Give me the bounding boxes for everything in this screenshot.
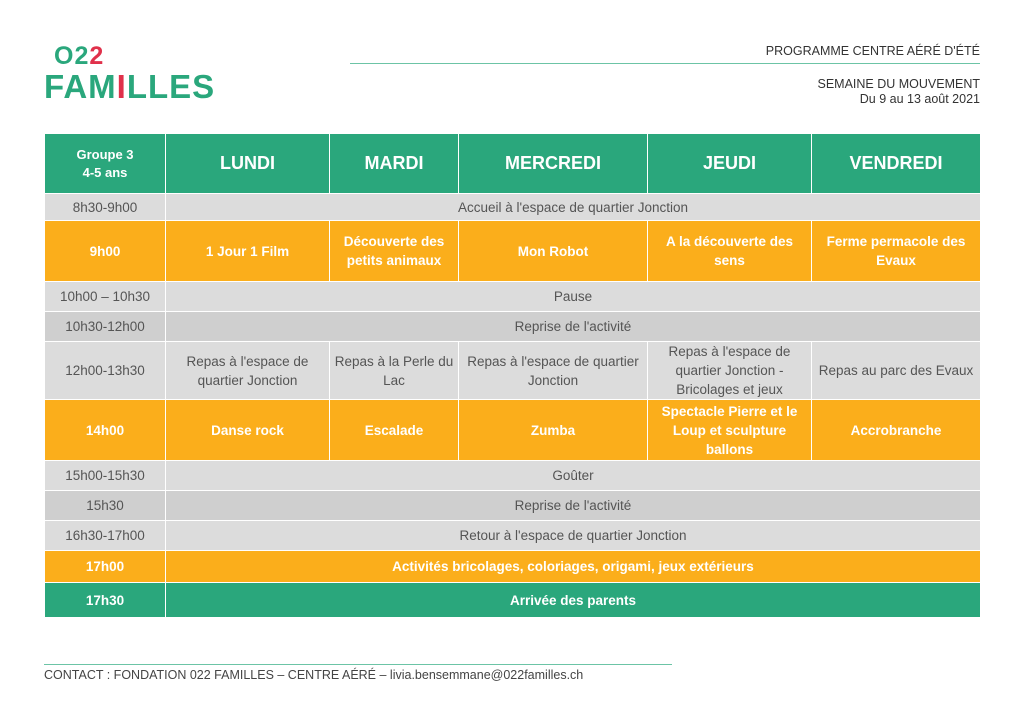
- logo-line-2: FAMILLES: [44, 68, 216, 105]
- footer-divider: [44, 664, 672, 665]
- time-cell: 17h30: [45, 583, 166, 618]
- table-row: [45, 400, 981, 461]
- table-row: [45, 521, 981, 551]
- activity-cell: Mon Robot: [459, 221, 648, 282]
- activity-span: Pause: [166, 282, 981, 312]
- header-row: [45, 134, 981, 194]
- activity-cell: A la découverte des sens: [648, 221, 812, 282]
- activity-cell: Spectacle Pierre et le Loup et sculpture ballons: [648, 400, 812, 461]
- time-cell: 15h00-15h30: [45, 461, 166, 491]
- day-tuesday: MARDI: [330, 134, 459, 194]
- activity-span: Goûter: [166, 461, 981, 491]
- time-cell: 14h00: [45, 400, 166, 461]
- schedule-table: [44, 133, 981, 618]
- activity-cell: Repas au parc des Evaux: [812, 342, 981, 400]
- table-row: [45, 461, 981, 491]
- time-cell: 8h30-9h00: [45, 194, 166, 221]
- activity-span: Activités bricolages, coloriages, origami, jeux extérieurs: [166, 551, 981, 583]
- table-row: [45, 282, 981, 312]
- activity-span: Retour à l'espace de quartier Jonction: [166, 521, 981, 551]
- day-monday: LUNDI: [166, 134, 330, 194]
- table-row: [45, 491, 981, 521]
- activity-cell: 1 Jour 1 Film: [166, 221, 330, 282]
- activity-span: Reprise de l'activité: [166, 491, 981, 521]
- activity-cell: Repas à l'espace de quartier Jonction: [166, 342, 330, 400]
- footer-contact: CONTACT : FONDATION 022 FAMILLES – CENTRE AÉRÉ – livia.bensemmane@022familles.ch: [44, 668, 584, 682]
- logo: [44, 42, 224, 105]
- logo-line-1: O22: [54, 42, 105, 70]
- activity-cell: Zumba: [459, 400, 648, 461]
- time-cell: 10h30-12h00: [45, 312, 166, 342]
- table-row: [45, 342, 981, 400]
- activity-span: Accueil à l'espace de quartier Jonction: [166, 194, 981, 221]
- table-row: [45, 551, 981, 583]
- day-thursday: JEUDI: [648, 134, 812, 194]
- header-divider: [350, 63, 980, 64]
- activity-cell: Découverte des petits animaux: [330, 221, 459, 282]
- time-cell: 17h00: [45, 551, 166, 583]
- time-cell: 15h30: [45, 491, 166, 521]
- time-cell: 10h00 – 10h30: [45, 282, 166, 312]
- week-dates: Du 9 au 13 août 2021: [859, 92, 980, 106]
- activity-cell: Repas à l'espace de quartier Jonction - Bricolages et jeux: [648, 342, 812, 400]
- activity-span: Arrivée des parents: [166, 583, 981, 618]
- day-wednesday: MERCREDI: [459, 134, 648, 194]
- activity-cell: Danse rock: [166, 400, 330, 461]
- table-row: [45, 221, 981, 282]
- week-info: [817, 77, 980, 107]
- activity-cell: Escalade: [330, 400, 459, 461]
- day-friday: VENDREDI: [812, 134, 981, 194]
- week-title: SEMAINE DU MOUVEMENT: [817, 77, 980, 91]
- time-cell: 9h00: [45, 221, 166, 282]
- table-row: [45, 194, 981, 221]
- table-row: [45, 312, 981, 342]
- activity-cell: Repas à la Perle du Lac: [330, 342, 459, 400]
- activity-cell: Accrobranche: [812, 400, 981, 461]
- time-cell: 12h00-13h30: [45, 342, 166, 400]
- activity-span: Reprise de l'activité: [166, 312, 981, 342]
- group-label: Groupe 3 4-5 ans: [45, 134, 166, 194]
- activity-cell: Ferme permacole des Evaux: [812, 221, 981, 282]
- time-cell: 16h30-17h00: [45, 521, 166, 551]
- programme-title: PROGRAMME CENTRE AÉRÉ D'ÉTÉ: [765, 44, 980, 58]
- activity-cell: Repas à l'espace de quartier Jonction: [459, 342, 648, 400]
- table-row: [45, 583, 981, 618]
